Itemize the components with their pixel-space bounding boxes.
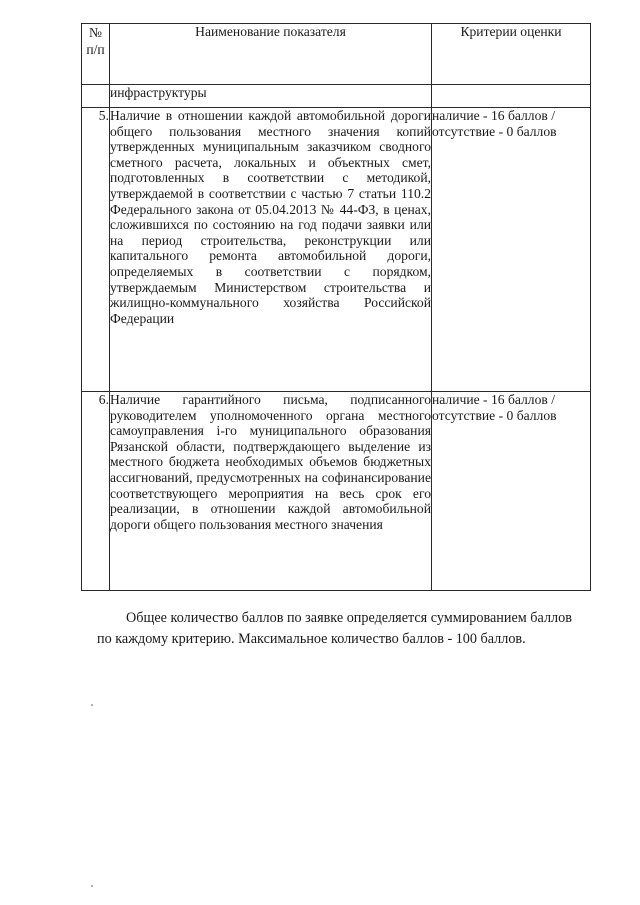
scan-speck xyxy=(91,885,93,887)
criteria-absent: отсутствие - 0 баллов xyxy=(432,407,557,423)
row-number: 5. xyxy=(82,108,110,392)
table-header-row xyxy=(82,24,591,85)
scan-speck xyxy=(91,704,93,706)
continuation-criteria-cell xyxy=(432,85,591,108)
header-number-abbr: п/п xyxy=(86,42,105,57)
summary-line-2: по каждому критерию. Максимальное количество баллов - 100 баллов. xyxy=(97,631,526,647)
criteria-present: наличие - 16 баллов / xyxy=(432,108,555,123)
header-indicator-name: Наименование показателя xyxy=(110,24,432,85)
header-criteria: Критерии оценки xyxy=(432,24,591,85)
table-row-continuation xyxy=(82,85,591,108)
table-row xyxy=(82,108,591,392)
summary-line-1: Общее количество баллов по заявке определяется суммированием баллов xyxy=(126,610,572,626)
summary-paragraph xyxy=(97,608,614,650)
criteria-table xyxy=(81,23,591,591)
criteria-cell xyxy=(432,108,591,392)
header-number xyxy=(82,24,110,85)
row-number: 6. xyxy=(82,392,110,591)
criteria-present: наличие - 16 баллов / xyxy=(432,392,555,407)
continuation-text: инфраструктуры xyxy=(110,85,432,108)
indicator-name: Наличие в отношении каждой автомобильной дороги общего пользования местного значения копий утвержденных муниципальным заказчиком сводного сметного расчета, локальных и объектных смет, подготовленных в соответствии с методикой, утверждаемой в соответствии с частью 7 статьи 110.2 Федерального закона от 05.04.2013 № 44-ФЗ, в ценах, сложившихся по состоянию на год подачи заявки или на период строительства, реконструкции или капитального ремонта автомобильной дороги, определяемых в соответствии с порядком, утверждаемым Министерством строительства и жилищно-коммунального хозяйства Российской Федерации xyxy=(110,108,432,392)
table-row xyxy=(82,392,591,591)
continuation-number-cell xyxy=(82,85,110,108)
criteria-absent: отсутствие - 0 баллов xyxy=(432,123,557,139)
header-number-symbol: № xyxy=(89,25,102,40)
indicator-name: Наличие гарантийного письма, подписанного руководителем уполномоченного органа местного самоуправления i-го муниципального образования Рязанской области, подтверждающего выделение из местного бюджета необходимых объемов бюджетных ассигнований, предусмотренных на софинансирование соответствующего мероприятия на весь срок его реализации, в отношении каждой автомобильной дороги общего пользования местного значения xyxy=(110,392,432,591)
criteria-cell xyxy=(432,392,591,591)
